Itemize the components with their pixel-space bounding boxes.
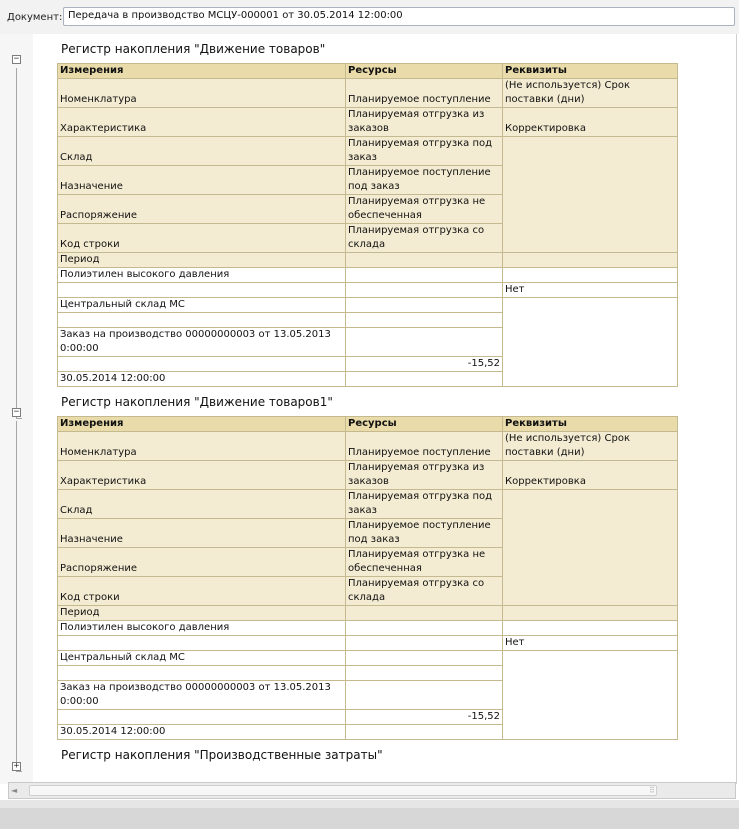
requisite-blank xyxy=(503,253,678,268)
record-resource-blank xyxy=(346,636,503,651)
record-resource-blank xyxy=(346,268,503,283)
dimension-cell: Распоряжение xyxy=(58,548,346,577)
dimension-cell: Характеристика xyxy=(58,108,346,137)
dimension-cell: Назначение xyxy=(58,166,346,195)
outline-line-2-end xyxy=(16,771,22,772)
record-resource-blank xyxy=(346,681,503,710)
record-purpose xyxy=(58,666,346,681)
header-requisites: Реквизиты xyxy=(503,417,678,432)
record-resource-blank xyxy=(346,283,503,298)
record-characteristic xyxy=(58,636,346,651)
resource-cell: Планируемое поступление под заказ xyxy=(346,519,503,548)
header-resources: Ресурсы xyxy=(346,417,503,432)
resource-blank xyxy=(346,253,503,268)
requisite-blank xyxy=(503,490,678,606)
collapse-icon[interactable]: − xyxy=(13,407,20,417)
resource-cell: Планируемое поступление xyxy=(346,432,503,461)
record-order: Заказ на производство 00000000003 от 13.05.2013 0:00:00 xyxy=(58,681,346,710)
resource-cell: Планируемая отгрузка не обеспеченная xyxy=(346,548,503,577)
horizontal-scrollbar[interactable] xyxy=(8,782,736,799)
report-right-border xyxy=(736,34,737,784)
resource-cell: Планируемая отгрузка не обеспеченная xyxy=(346,195,503,224)
collapse-icon[interactable]: − xyxy=(13,54,20,64)
register-table xyxy=(57,416,678,740)
record-warehouse: Центральный склад МС xyxy=(58,298,346,313)
record-resource-blank xyxy=(346,621,503,636)
record-purpose xyxy=(58,313,346,328)
document-header xyxy=(0,0,739,34)
report-area xyxy=(34,34,734,782)
header-dimensions: Измерения xyxy=(58,64,346,79)
dimension-cell: Номенклатура xyxy=(58,79,346,108)
record-resource-blank xyxy=(346,651,503,666)
record-requisite-blank xyxy=(503,268,678,283)
record-order: Заказ на производство 00000000003 от 13.05.2013 0:00:00 xyxy=(58,328,346,357)
record-resource-blank xyxy=(346,328,503,357)
register-title: Регистр накопления "Движение товаров1" xyxy=(61,395,333,409)
scroll-left-icon[interactable]: ◄ xyxy=(11,786,18,795)
dimension-cell: Период xyxy=(58,253,346,268)
dimension-cell: Распоряжение xyxy=(58,195,346,224)
record-requisite-blank xyxy=(503,298,678,387)
scroll-thumb[interactable] xyxy=(29,785,657,796)
dimension-cell: Характеристика xyxy=(58,461,346,490)
resource-blank xyxy=(346,606,503,621)
window-bottom-edge xyxy=(0,800,739,808)
register-title: Регистр накопления "Движение товаров" xyxy=(61,42,326,56)
resource-cell: Планируемая отгрузка со склада xyxy=(346,577,503,606)
dimension-cell: Назначение xyxy=(58,519,346,548)
header-requisites: Реквизиты xyxy=(503,64,678,79)
resource-cell: Планируемая отгрузка со склада xyxy=(346,224,503,253)
record-correction: Нет xyxy=(503,636,678,651)
dimension-cell: Код строки xyxy=(58,224,346,253)
requisite-blank xyxy=(503,606,678,621)
record-resource-blank xyxy=(346,666,503,681)
record-warehouse: Центральный склад МС xyxy=(58,651,346,666)
resource-cell: Планируемая отгрузка из заказов xyxy=(346,461,503,490)
requisite-cell: (Не используется) Срок поставки (дни) xyxy=(503,79,678,108)
outline-line-1 xyxy=(16,68,17,418)
record-correction: Нет xyxy=(503,283,678,298)
record-value: -15,52 xyxy=(346,357,503,372)
outline-line-1-end xyxy=(16,418,22,419)
record-nomenclature: Полиэтилен высокого давления xyxy=(58,268,346,283)
dimension-cell: Склад xyxy=(58,490,346,519)
record-characteristic xyxy=(58,283,346,298)
record-period: 30.05.2014 12:00:00 xyxy=(58,372,346,387)
record-resource-blank xyxy=(346,313,503,328)
register-table xyxy=(57,63,678,387)
resource-cell: Планируемое поступление xyxy=(346,79,503,108)
record-code-blank xyxy=(58,357,346,372)
dimension-cell: Склад xyxy=(58,137,346,166)
document-field[interactable]: Передача в производство МСЦУ-000001 от 30.05.2014 12:00:00 xyxy=(63,7,735,26)
record-requisite-blank xyxy=(503,621,678,636)
record-nomenclature: Полиэтилен высокого давления xyxy=(58,621,346,636)
dimension-cell: Код строки xyxy=(58,577,346,606)
document-label: Документ: xyxy=(7,12,63,23)
record-requisite-blank xyxy=(503,651,678,740)
resource-cell: Планируемое поступление под заказ xyxy=(346,166,503,195)
requisite-cell: Корректировка xyxy=(503,108,678,137)
record-value: -15,52 xyxy=(346,710,503,725)
outline-line-2 xyxy=(16,421,17,771)
requisite-blank xyxy=(503,137,678,253)
record-resource-blank xyxy=(346,725,503,740)
register-title: Регистр накопления "Производственные затраты" xyxy=(61,748,383,762)
header-dimensions: Измерения xyxy=(58,417,346,432)
dimension-cell: Номенклатура xyxy=(58,432,346,461)
record-resource-blank xyxy=(346,298,503,313)
expand-icon[interactable]: + xyxy=(13,761,20,771)
resource-cell: Планируемая отгрузка из заказов xyxy=(346,108,503,137)
resource-cell: Планируемая отгрузка под заказ xyxy=(346,137,503,166)
dimension-cell: Период xyxy=(58,606,346,621)
record-code-blank xyxy=(58,710,346,725)
record-resource-blank xyxy=(346,372,503,387)
grip-icon: ⠿ xyxy=(649,786,655,795)
header-resources: Ресурсы xyxy=(346,64,503,79)
record-period: 30.05.2014 12:00:00 xyxy=(58,725,346,740)
requisite-cell: (Не используется) Срок поставки (дни) xyxy=(503,432,678,461)
requisite-cell: Корректировка xyxy=(503,461,678,490)
resource-cell: Планируемая отгрузка под заказ xyxy=(346,490,503,519)
